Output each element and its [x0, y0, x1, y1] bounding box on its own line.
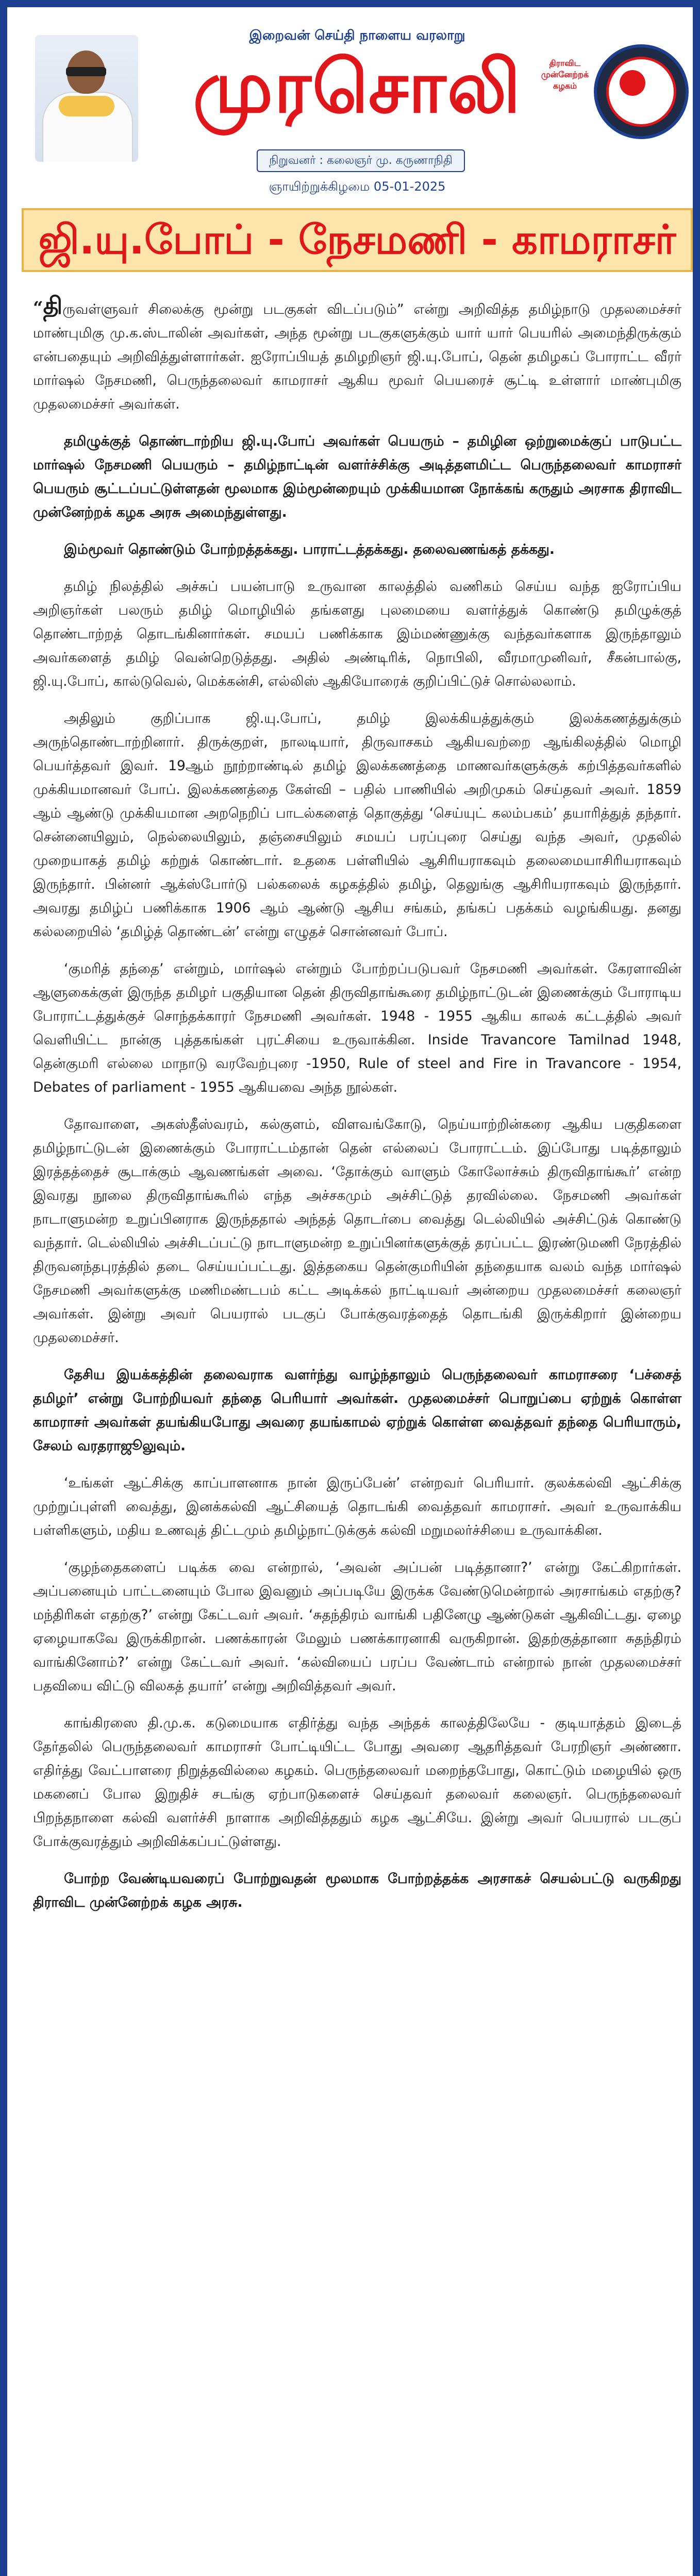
article-paragraph-3: இம்மூவர் தொண்டும் போற்றத்தக்கது. பாராட்டத்தக்கது. தலைவணங்கத் தக்கது.: [64, 541, 555, 557]
article-paragraph-7: தோவாளை, அகஸ்தீஸ்வரம், கல்குளம், விளவங்கோடு, நெய்யாற்றின்கரை ஆகிய பகுதிகளை தமிழ்நாட்டுடன் இணைக்கும் போராட்டம்தான் தென் எல்லைப் போராட்டம். இப்போது படித்தாலும் இரத்தத்தைச் சூடாக்கும் ஆவணங்கள் அவை. ‘தோக்கும் வாளும் கோலோச்சும் திருவிதாங்கூர்’ என்ற இவரது நூலை திருவிதாங்கூரில் எந்த அச்சகமும் அச்சிட்டுத் தரவில்லை. நேசமணி அவர்கள் நாடாளுமன்ற உறுப்பினராக இருந்ததால் அந்தத் தொடர்பை வைத்து டெல்லியில் அச்சிட்டுக் கொண்டு வந்தார். டெல்லியில் அச்சிடப்பட்டு நாடாளுமன்ற உறுப்பினர்களுக்குத் தரப்பட்ட இரண்டுமணி நேரத்தில் திருவனந்தபுரத்தில் தடை செய்யப்பட்டது. இத்தகைய தென்குமரியின் தந்தையாக வலம் வந்த மார்ஷல் நேசமணி அவர்களுக்கு மணிமண்டபம் கட்ட அடிக்கல் நாட்டியவர் அன்றைய முதலமைச்சர் கலைஞர் அவர்கள். இன்று அவர் பெயரால் படகுப் போக்குவரத்தைத் தொடங்கி இருக்கிறார் இன்றைய முதலமைச்சர்.: [33, 1116, 681, 1346]
issue-date: ஞாயிற்றுக்கிழமை 05-01-2025: [269, 179, 446, 194]
founder-label: நிறுவனர் : கலைஞர் மு. கருணாநிதி: [257, 149, 465, 172]
article-paragraph-10: ‘குழந்தைகளைப் படிக்க வை என்றால், ‘அவன் அப்பன் படித்தானா?’ என்று கேட்கிறார்கள். அப்பனையும் பாட்டனையும் போல இவனும் அப்படியே இருக்க வேண்டுமென்றால் அரசாங்கம் எதற்கு? மந்திரிகள் எதற்கு?’ என்று கேட்டவர் அவர். ‘சுதந்திரம் வாங்கி பதினேழு ஆண்டுகள் ஆகிவிட்டது. ஏழை ஏழையாகவே இருக்கிறான். பணக்காரன் மேலும் பணக்காரனாகி வருகிறான். இதற்குத்தானா சுதந்திரம் வாங்கினோம்?’ என்று கேட்டவர் அவர். ‘கல்வியைப் பரப்ப வேண்டாம் என்றால் நான் முதலமைச்சர் பதவியை விட்டு விலகத் தயார்’ என்று அறிவித்தவர் அவர்.: [33, 1560, 681, 1694]
emblem-caption: திராவிட முன்னேற்றக் கழகம்: [541, 58, 589, 91]
lead-quote-mark: “: [33, 298, 43, 318]
masthead: [14, 14, 700, 202]
lead-dropcap: தி: [43, 292, 63, 319]
article-paragraph-1: [33, 294, 681, 416]
article-paragraph-11: காங்கிரஸை தி.மு.க. கடுமையாக எதிர்த்து வந்த அந்தக் காலத்திலேயே - குடியாத்தம் இடைத் தேர்தலில் பெருந்தலைவர் காமராசர் போட்டியிட்ட போது அவரை ஆதரித்தவர் பேரறிஞர் அண்ணா. எதிர்த்து வேட்பாளரை நிறுத்தவில்லை கழகம். பெருந்தலைவர் மறைந்தபோது, கொட்டும் மழையில் ஒரு மகனைப் போல இறுதிச் சடங்கு ஏற்பாடுகளைச் செய்தவர் தலைவர் கலைஞர். பெருந்தலைவர் பிறந்தநாளை கல்வி வளர்ச்சி நாளாக அறிவித்ததும் கழக ஆட்சியே. இன்று அவர் பெயரால் படகுப் போக்குவரத்தும் அறிவிக்கப்பட்டுள்ளது.: [33, 1715, 681, 1850]
masthead-tagline: இறைவன் செய்தி நாளைய வரலாறு: [249, 28, 465, 43]
article-paragraph-8: தேசிய இயக்கத்தின் தலைவராக வளர்ந்து வாழ்ந்தாலும் பெருந்தலைவர் காமராசரை ‘பச்சைத் தமிழர்’ என்று போற்றியவர் தந்தை பெரியார் அவர்கள். முதலமைச்சர் பொறுப்பை ஏற்றுக் கொள்ள காமராசர் அவர்கள் தயங்கியபோது அவரை தயங்காமல் ஏற்றுக் கொள்ள வைத்தவர் தந்தை பெரியாரும், சேலம் வரதராஜூலுவும்.: [33, 1367, 681, 1454]
article-paragraph-1-text: ருவள்ளுவர் சிலைக்கு மூன்று படகுகள் விடப்படும்” என்று அறிவித்த தமிழ்நாடு முதலமைச்சர் மாண்புமிகு மு.க.ஸ்டாலின் அவர்கள், அந்த மூன்று படகுகளுக்கும் யார் யார் பெயரில் அமைந்திருக்கும் என்பதையும் அறிவித்துள்ளார்கள். ஐரோப்பியத் தமிழறிஞர் ஜி.யு.போப், தென் தமிழகப் போராட்ட வீரர் மார்ஷல் நேசமணி, பெருந்தலைவர் காமராசர் ஆகிய மூவர் பெயரைச் சூட்டி உள்ளார் மாண்புமிகு முதலமைச்சர் அவர்கள்.: [33, 301, 681, 412]
article-paragraph-2: தமிழுக்குத் தொண்டாற்றிய ஜி.யு.போப் அவர்கள் பெயரும் – தமிழின ஒற்றுமைக்குப் பாடுபட்ட மார்ஷல் நேசமணி பெயரும் – தமிழ்நாட்டின் வளர்ச்சிக்கு அடித்தளமிட்ட பெருந்தலைவர் காமராசர் பெயரும் சூட்டப்பட்டுள்ளதன் மூலமாக இம்மூன்றையும் முக்கியமான நோக்கங் கருதும் அரசாக திராவிட முன்னேற்றக் கழக அரசு அமைந்துள்ளது.: [33, 433, 681, 520]
article-paragraph-9: ‘உங்கள் ஆட்சிக்கு காப்பாளனாக நான் இருப்பேன்’ என்றவர் பெரியார். குலக்கல்வி ஆட்சிக்கு முற்றுப்புள்ளி வைத்து, இனக்கல்வி ஆட்சியைத் தொடங்கி வைத்தவர் காமராசர். அவர் உருவாக்கிய பள்ளிகளும், மதிய உணவுத் திட்டமும் தமிழ்நாட்டுக்குக் கல்வி மறுமலர்ச்சியை உருவாக்கின.: [33, 1475, 681, 1538]
headline-box: [22, 208, 693, 272]
article-body: [33, 294, 681, 1928]
headline: ஜி.யு.போப் - நேசமணி - காமராசர்: [38, 217, 676, 263]
masthead-logo-title: முரசொலி: [193, 45, 522, 129]
article-paragraph-12: போற்ற வேண்டியவரைப் போற்றுவதன் மூலமாக போற்றத்தக்க அரசாகச் செயல்பட்டு வருகிறது திராவிட முன்னேற்றக் கழக அரசு.: [33, 1871, 681, 1910]
article-paragraph-6: ‘குமரித் தந்தை’ என்றும், மார்ஷல் என்றும் போற்றப்படுபவர் நேசமணி அவர்கள். கேரளாவின் ஆளுகைக்குள் இருந்த தமிழர் பகுதியான தென் திருவிதாங்கூரை தமிழ்நாட்டுடன் இணைக்கும் போராடிய போராட்டத்துக்குச் சொந்தக்காரர் நேசமணி அவர்கள். 1948 - 1955 ஆகிய காலக் கட்டத்தில் அவர் வெளியிட்ட நான்கு புத்தகங்கள் புரட்சியை உருவாக்கின. Inside Travancore Tamilnad 1948, தென்குமரி எல்லை மாநாடு வரவேற்புரை -1950, Rule of steel and Fire in Travancore - 1954, Debates of parliament - 1955 ஆகியவை அந்த நூல்கள்.: [33, 961, 681, 1095]
article-paragraph-4: தமிழ் நிலத்தில் அச்சுப் பயன்பாடு உருவான காலத்தில் வணிகம் செய்ய வந்த ஐரோப்பிய அறிஞர்கள் பலரும் தமிழ் மொழியில் தங்களது புலமையை வளர்த்துக் கொண்டு தமிழுக்குத் தொண்டாற்றத் தொடங்கினார்கள். சமயப் பணிக்காக இம்மண்ணுக்கு வந்தவர்களாக இருந்தாலும் அவர்களைத் தமிழ் வென்றெடுத்தது. அதில் அண்டிரிக், நொபிலி, வீரமாமுனிவர், சீகன்பால்கு, ஜி.யு.போப், கால்டுவெல், மெக்கன்சி, எல்லிஸ் ஆகியோரைக் குறிப்பிட்டுச் சொல்லலாம்.: [33, 579, 681, 689]
article-paragraph-5: அதிலும் குறிப்பாக ஜி.யு.போப், தமிழ் இலக்கியத்துக்கும் இலக்கணத்துக்கும் அருந்தொண்டாற்றினார். திருக்குறள், நாலடியார், திருவாசகம் ஆகியவற்றை ஆங்கிலத்தில் மொழி பெயர்த்தவர் இவர். 19ஆம் நூற்றாண்டில் தமிழ் இலக்கணத்தை மாணவர்களுக்குக் கற்பித்தவர்களில் முக்கியமானவர் போப். இலக்கணத்தை கேள்வி – பதில் பாணியில் அறிமுகம் செய்தவர் அவர். 1859 ஆம் ஆண்டு முக்கியமான அறநெறிப் பாடல்களைத் தொகுத்து ‘செய்யுட் கலம்பகம்’ தயாரித்துத் தந்தார். சென்னையிலும், நெல்லையிலும், தஞ்சையிலும் சமயப் பரப்புரை செய்து வந்த அவர், முதலில் முறையாகத் தமிழ் கற்றுக் கொண்டார். உதகை பள்ளியில் ஆசிரியராகவும் தலைமையாசிரியராகவும் இருந்தார். பின்னர் ஆக்ஸ்போர்டு பல்கலைக் கழகத்தில் தமிழ், தெலுங்கு ஆசிரியராகவும் இருந்தார். அவரது தமிழ்ப் பணிக்காக 1906 ஆம் ஆண்டு ஆசிய சங்கம், தங்கப் பதக்கம் வழங்கியது. தனது கல்லறையில் ‘தமிழ்த் தொண்டன்’ என்று எழுதச் சொன்னவர் போப்.: [33, 710, 681, 940]
party-emblem-icon: [594, 44, 689, 139]
